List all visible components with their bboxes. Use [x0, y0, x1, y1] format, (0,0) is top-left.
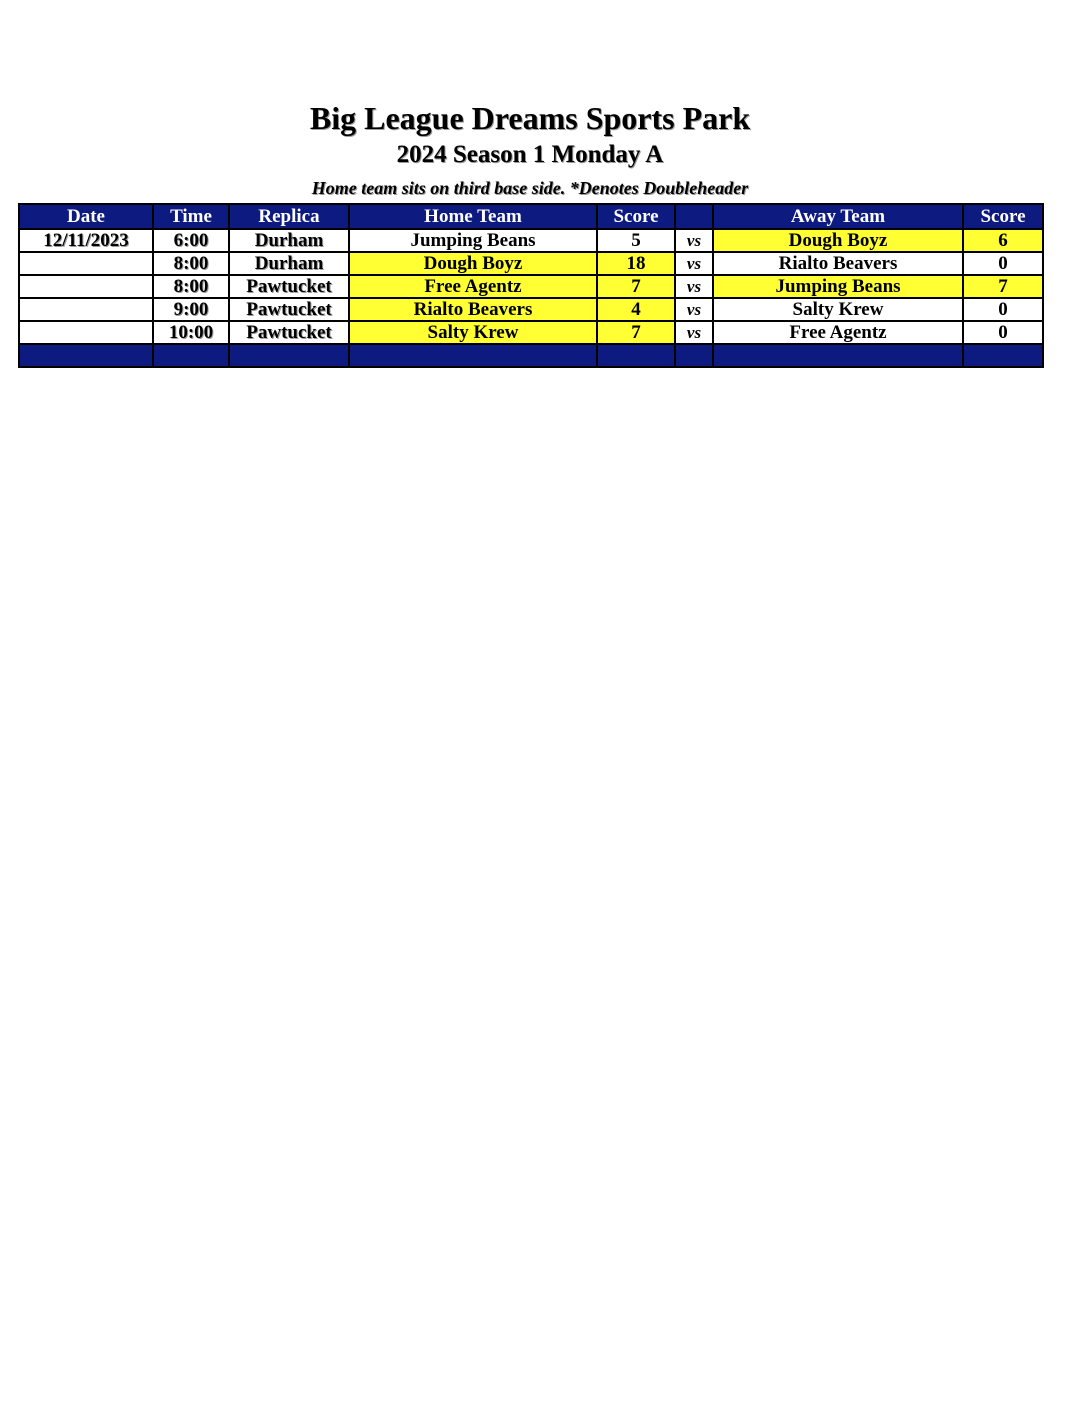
game-date: 12/11/2023	[19, 229, 153, 252]
away-team: Jumping Beans	[713, 275, 963, 298]
footer-cell	[349, 344, 597, 367]
away-score: 7	[963, 275, 1043, 298]
season-subtitle: 2024 Season 1 Monday A	[396, 141, 664, 168]
footer-cell	[963, 344, 1043, 367]
column-header-away-team: Away Team	[713, 204, 963, 229]
home-team: Salty Krew	[349, 321, 597, 344]
away-team: Dough Boyz	[713, 229, 963, 252]
game-date	[19, 298, 153, 321]
home-score: 7	[597, 275, 675, 298]
table-row	[19, 298, 1043, 321]
vs-label: vs	[675, 229, 713, 252]
home-score: 4	[597, 298, 675, 321]
vs-label: vs	[675, 275, 713, 298]
column-header-date: Date	[19, 204, 153, 229]
home-team: Dough Boyz	[349, 252, 597, 275]
column-header-time: Time	[153, 204, 229, 229]
home-team: Jumping Beans	[349, 229, 597, 252]
away-team: Rialto Beavers	[713, 252, 963, 275]
footer-cell	[675, 344, 713, 367]
away-team: Free Agentz	[713, 321, 963, 344]
vs-label: vs	[675, 252, 713, 275]
game-time: 9:00	[153, 298, 229, 321]
game-replica: Durham	[229, 229, 349, 252]
table-footer-row	[19, 344, 1043, 367]
vs-label: vs	[675, 321, 713, 344]
away-team: Salty Krew	[713, 298, 963, 321]
away-score: 0	[963, 298, 1043, 321]
header-row	[19, 204, 1043, 229]
game-replica: Durham	[229, 252, 349, 275]
game-date	[19, 252, 153, 275]
game-date	[19, 321, 153, 344]
game-replica: Pawtucket	[229, 298, 349, 321]
away-score: 0	[963, 321, 1043, 344]
home-score: 18	[597, 252, 675, 275]
footer-cell	[19, 344, 153, 367]
game-time: 10:00	[153, 321, 229, 344]
table-row	[19, 275, 1043, 298]
game-time: 6:00	[153, 229, 229, 252]
schedule-table	[18, 203, 1044, 368]
column-header-home-score: Score	[597, 204, 675, 229]
schedule-note: Home team sits on third base side. *Denotes Doubleheader	[311, 178, 749, 198]
away-score: 6	[963, 229, 1043, 252]
column-header-replica: Replica	[229, 204, 349, 229]
footer-cell	[229, 344, 349, 367]
home-team: Free Agentz	[349, 275, 597, 298]
game-date	[19, 275, 153, 298]
column-header-home-team: Home Team	[349, 204, 597, 229]
home-score: 7	[597, 321, 675, 344]
page-title: Big League Dreams Sports Park	[309, 100, 751, 136]
table-row	[19, 229, 1043, 252]
footer-cell	[713, 344, 963, 367]
footer-cell	[597, 344, 675, 367]
game-replica: Pawtucket	[229, 275, 349, 298]
home-team: Rialto Beavers	[349, 298, 597, 321]
game-time: 8:00	[153, 275, 229, 298]
home-score: 5	[597, 229, 675, 252]
footer-cell	[153, 344, 229, 367]
vs-label: vs	[675, 298, 713, 321]
table-row	[19, 321, 1043, 344]
table-row	[19, 252, 1043, 275]
column-header-away-score: Score	[963, 204, 1043, 229]
column-header-vs	[675, 204, 713, 229]
away-score: 0	[963, 252, 1043, 275]
game-replica: Pawtucket	[229, 321, 349, 344]
game-time: 8:00	[153, 252, 229, 275]
